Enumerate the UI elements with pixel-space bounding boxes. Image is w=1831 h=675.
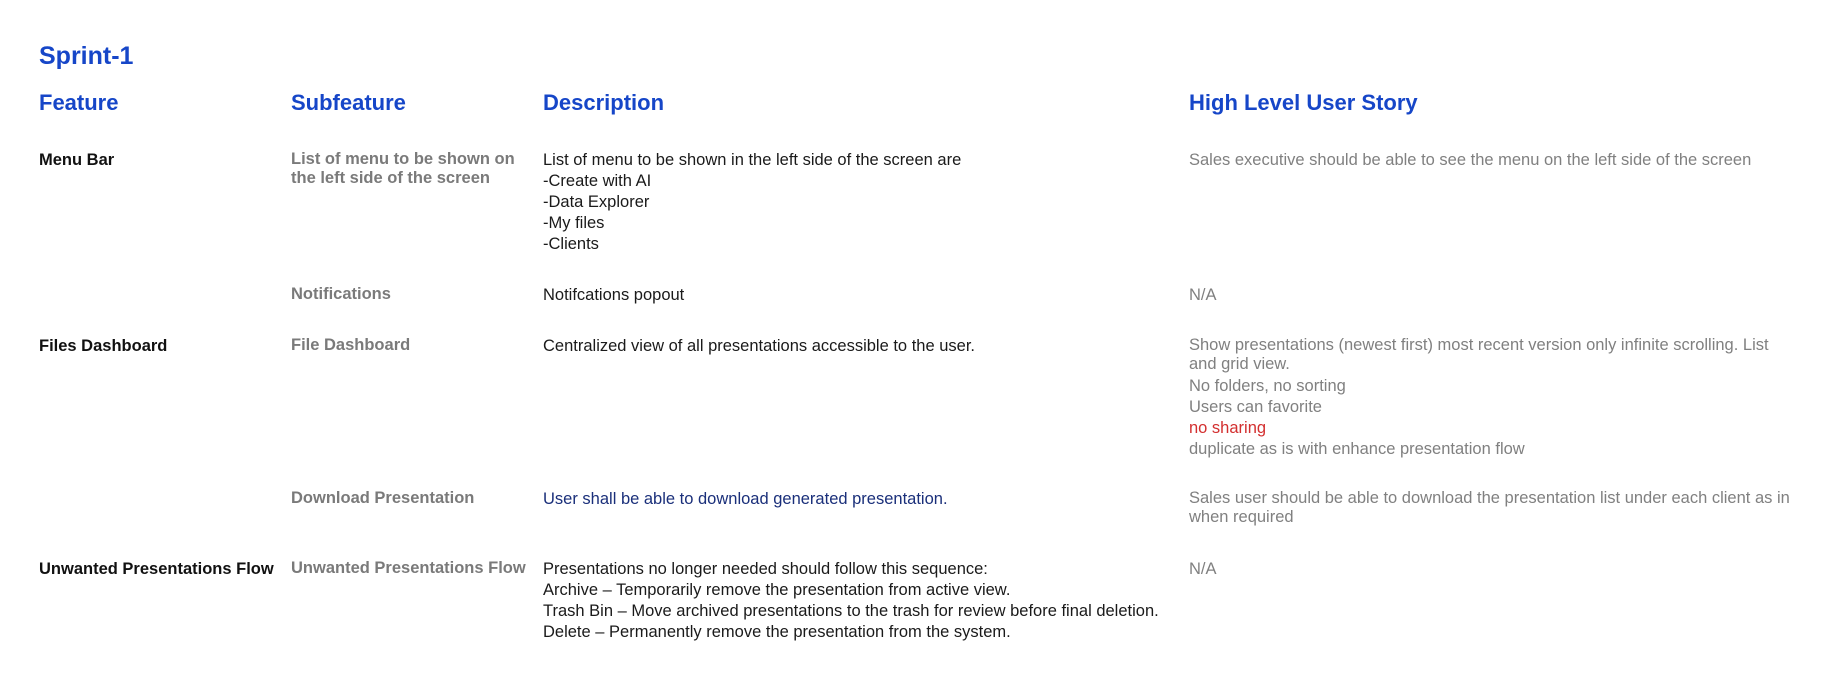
user-story-line: Users can favorite	[1189, 398, 1322, 416]
subfeature-cell: Unwanted Presentations Flow	[291, 559, 526, 577]
description-cell	[543, 336, 1183, 357]
header-subfeature: Subfeature	[291, 90, 406, 115]
user-story-line: Sales user should be able to download the presentation list under each client as in when required	[1189, 489, 1790, 526]
description-line: Trash Bin – Move archived presentations to the trash for review before final deletion.	[543, 602, 1159, 620]
user-story-cell	[1189, 336, 1799, 460]
description-line: -My files	[543, 214, 605, 232]
subfeature-cell: Download Presentation	[291, 489, 475, 507]
user-story-line: N/A	[1189, 286, 1217, 304]
user-story-line: No folders, no sorting	[1189, 377, 1346, 395]
description-line: User shall be able to download generated presentation.	[543, 490, 948, 508]
description-line: Archive – Temporarily remove the presentation from active view.	[543, 581, 1011, 599]
user-story-cell	[1189, 150, 1799, 171]
user-story-cell	[1189, 489, 1799, 529]
description-line: Centralized view of all presentations accessible to the user.	[543, 337, 975, 355]
user-story-line: duplicate as is with enhance presentation flow	[1189, 440, 1525, 458]
header-description: Description	[543, 90, 665, 115]
description-line: Presentations no longer needed should follow this sequence:	[543, 560, 988, 578]
subfeature-cell: Notifications	[291, 285, 391, 303]
user-story-cell	[1189, 559, 1799, 580]
user-story-line: N/A	[1189, 560, 1217, 578]
feature-cell: Files Dashboard	[39, 337, 168, 355]
subfeature-cell: List of menu to be shown on the left side of the screen	[291, 150, 515, 187]
header-feature: Feature	[39, 90, 119, 115]
description-cell	[543, 489, 1183, 510]
description-line: -Data Explorer	[543, 193, 650, 211]
user-story-line-highlight: no sharing	[1189, 419, 1267, 437]
description-cell	[543, 285, 1183, 306]
feature-cell: Menu Bar	[39, 151, 115, 169]
subfeature-cell: File Dashboard	[291, 336, 411, 354]
feature-cell: Unwanted Presentations Flow	[39, 560, 274, 578]
description-line: -Clients	[543, 235, 599, 253]
description-cell	[543, 150, 1183, 255]
description-cell	[543, 559, 1183, 643]
description-line: Notifcations popout	[543, 286, 685, 304]
sprint-title: Sprint-1	[39, 42, 134, 70]
description-line: List of menu to be shown in the left side of the screen are	[543, 151, 962, 169]
description-line: -Create with AI	[543, 172, 652, 190]
user-story-line: Sales executive should be able to see the menu on the left side of the screen	[1189, 151, 1752, 169]
description-line: Delete – Permanently remove the presentation from the system.	[543, 623, 1011, 641]
user-story-line: Show presentations (newest first) most recent version only infinite scrolling. List and grid view.	[1189, 336, 1769, 373]
user-story-cell	[1189, 285, 1799, 306]
header-user-story: High Level User Story	[1189, 90, 1418, 115]
